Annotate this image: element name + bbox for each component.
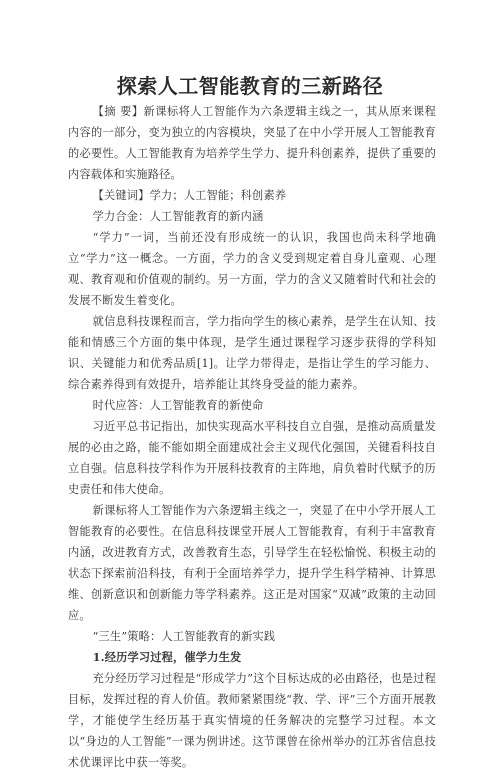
keywords-paragraph: 【关键词】学力；人工智能；科创素养	[92, 189, 287, 202]
body-paragraph-3: 习近平总书记指出，加快实现高水平科技自立自强，是推动高质量发展的必由之路，能不能如期全面建成社会主义现代化强国，关键看科技自立自强。信息科技学科作为开展科技教育的主阵地，肩负着时代赋予的历史责任和伟大使命。	[68, 420, 436, 496]
body-paragraph-2: 就信息科技课程而言，学力指向学生的核心素养，是学生在认知、技能和情感三个方面的集中体现，是学生通过课程学习逐步获得的学科知识、关键能力和优秀品质[1]。让学力带得走，是指让学生的学习能力、综合素养得到有效提升，培养能让其终身受益的能力素养。	[68, 315, 436, 391]
abstract-paragraph: 【摘 要】新课标将人工智能作为六条逻辑主线之一，其从原来课程内容的一部分，变为独立的内容模块，突显了在中小学开展人工智能教育的必要性。人工智能教育为培养学生学力、提升科创素养，提供了重要的内容载体和实施路径。	[68, 105, 436, 181]
subsection-heading-1: 1.经历学习过程，催学力生发	[92, 650, 242, 664]
body-paragraph-1: “学力”一词，当前还没有形成统一的认识，我国也尚未科学地确立“学力”这一概念。一方面，学力的含义受到规定着自身儿童观、心理观、教育观和价值观的制约。另一方面，学力的含义又随着时代和社会的发展不断发生着变化。	[68, 231, 436, 307]
section-heading-3: “三生”策略：人工智能教育的新实践	[92, 630, 276, 643]
body-paragraph-5: 充分经历学习过程是“形成学力”这个目标达成的必由路径，也是过程目标，发挥过程的育人价值。教师紧紧围绕“教、学、评”三个方面开展教学，才能使学生经历基于真实情境的任务解决的完整学习过程。本文以“身边的人工智能”一课为例讲述。这节课曾在徐州举办的江苏省信息技术优课评比中获一等奖。	[68, 672, 436, 769]
document-title: 探索人工智能教育的三新路径	[116, 74, 384, 98]
section-heading-1: 学力合金：人工智能教育的新内涵	[92, 210, 264, 223]
section-heading-2: 时代应答：人工智能教育的新使命	[92, 399, 264, 412]
document-body	[68, 101, 436, 773]
body-paragraph-4: 新课标将人工智能作为六条逻辑主线之一，突显了在中小学开展人工智能教育的必要性。在信息科技课堂开展人工智能教育，有利于丰富教育内涵，改进教育方式，改善教育生态，引导学生在轻松愉悦、积极主动的状态下探索前沿科技，有利于全面培养学力，提升学生科学精神、计算思维、创新意识和创新能力等学科素养。这正是对国家“双减”政策的主动回应。	[68, 504, 436, 622]
